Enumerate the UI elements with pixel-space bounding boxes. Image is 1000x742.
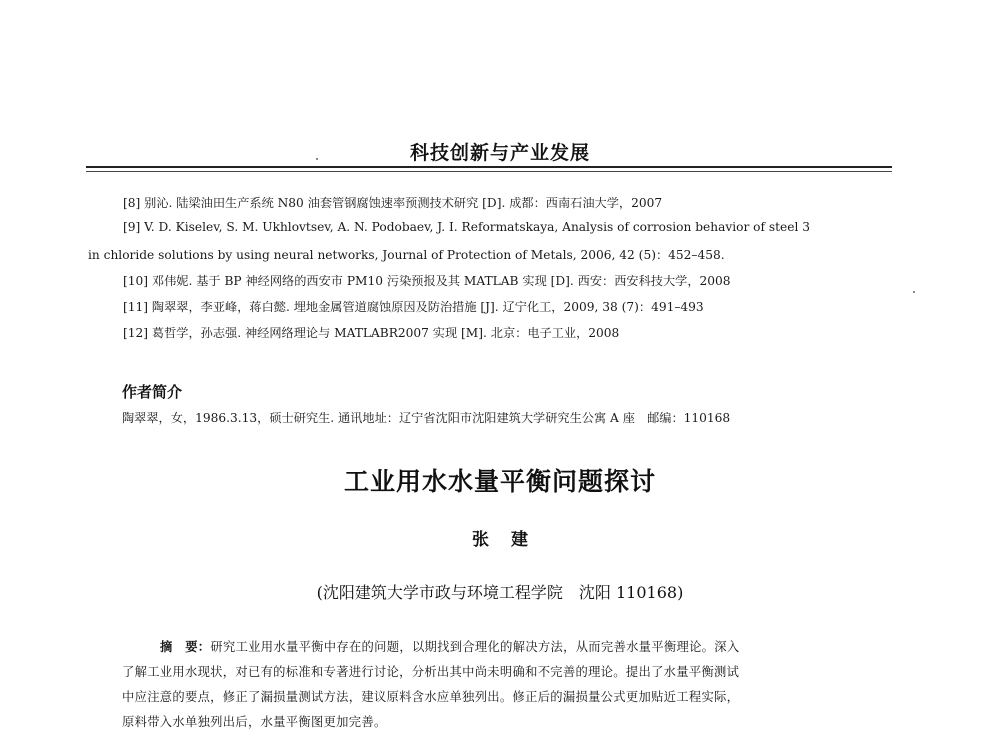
header-rule-thick bbox=[86, 166, 892, 168]
scan-speck bbox=[316, 158, 318, 160]
abstract-label: 摘 要： bbox=[160, 640, 211, 654]
abstract bbox=[122, 635, 862, 735]
abstract-line: 中应注意的要点，修正了漏损量测试方法，建议原料含水应单独列出。修正后的漏损量公式更加贴近工程实际， bbox=[122, 690, 740, 704]
abstract-line: 了解工业用水现状，对已有的标准和专著进行讨论，分析出其中尚未明确和不完善的理论。提出了水量平衡测试 bbox=[122, 665, 740, 679]
scan-speck bbox=[913, 291, 915, 293]
abstract-text: 研究工业用水量平衡中存在的问题，以期找到合理化的解决方法，从而完善水量平衡理论。深入 bbox=[210, 640, 740, 654]
abstract-line: 原料带入水单独列出后，水量平衡图更加完善。 bbox=[122, 715, 387, 729]
article-affiliation: (沈阳建筑大学市政与环境工程学院 沈阳 110168) bbox=[316, 583, 684, 602]
reference-item: [11] 陶翠翠，李亚峰，蒋白懿. 埋地金属管道腐蚀原因及防治措施 [J]. 辽宁化工，2009, 38 (7)：491–493 bbox=[123, 300, 704, 314]
reference-item: [10] 邓伟妮. 基于 BP 神经网络的西安市 PM10 污染预报及其 MATLAB 实现 [D]. 西安：西安科技大学，2008 bbox=[123, 274, 731, 288]
reference-item-continuation: in chloride solutions by using neural networks, Journal of Protection of Metals, 2006, 42 (5)：452–458. bbox=[88, 248, 725, 262]
author-bio-heading: 作者简介 bbox=[122, 383, 183, 401]
article-title: 工业用水水量平衡问题探讨 bbox=[343, 467, 656, 496]
running-header: 科技创新与产业发展 bbox=[409, 142, 590, 164]
abstract-line bbox=[122, 635, 862, 660]
reference-item: [12] 葛哲学，孙志强. 神经网络理论与 MATLABR2007 实现 [M]. 北京：电子工业，2008 bbox=[123, 326, 620, 340]
author-bio-text: 陶翠翠，女，1986.3.13，硕士研究生. 通讯地址：辽宁省沈阳市沈阳建筑大学研究生公寓 A 座 邮编：110168 bbox=[122, 411, 731, 425]
reference-item: [8] 别沁. 陆梁油田生产系统 N80 油套管钢腐蚀速率预测技术研究 [D]. 成都：西南石油大学，2007 bbox=[123, 196, 663, 210]
reference-item: [9] V. D. Kiselev, S. M. Ukhlovtsev, A. N. Podobaev, J. I. Reformatskaya, Analysis of corrosion behavior of steel 3 bbox=[123, 220, 810, 234]
header-rule-thin bbox=[86, 171, 892, 172]
article-author: 张建 bbox=[472, 530, 550, 550]
